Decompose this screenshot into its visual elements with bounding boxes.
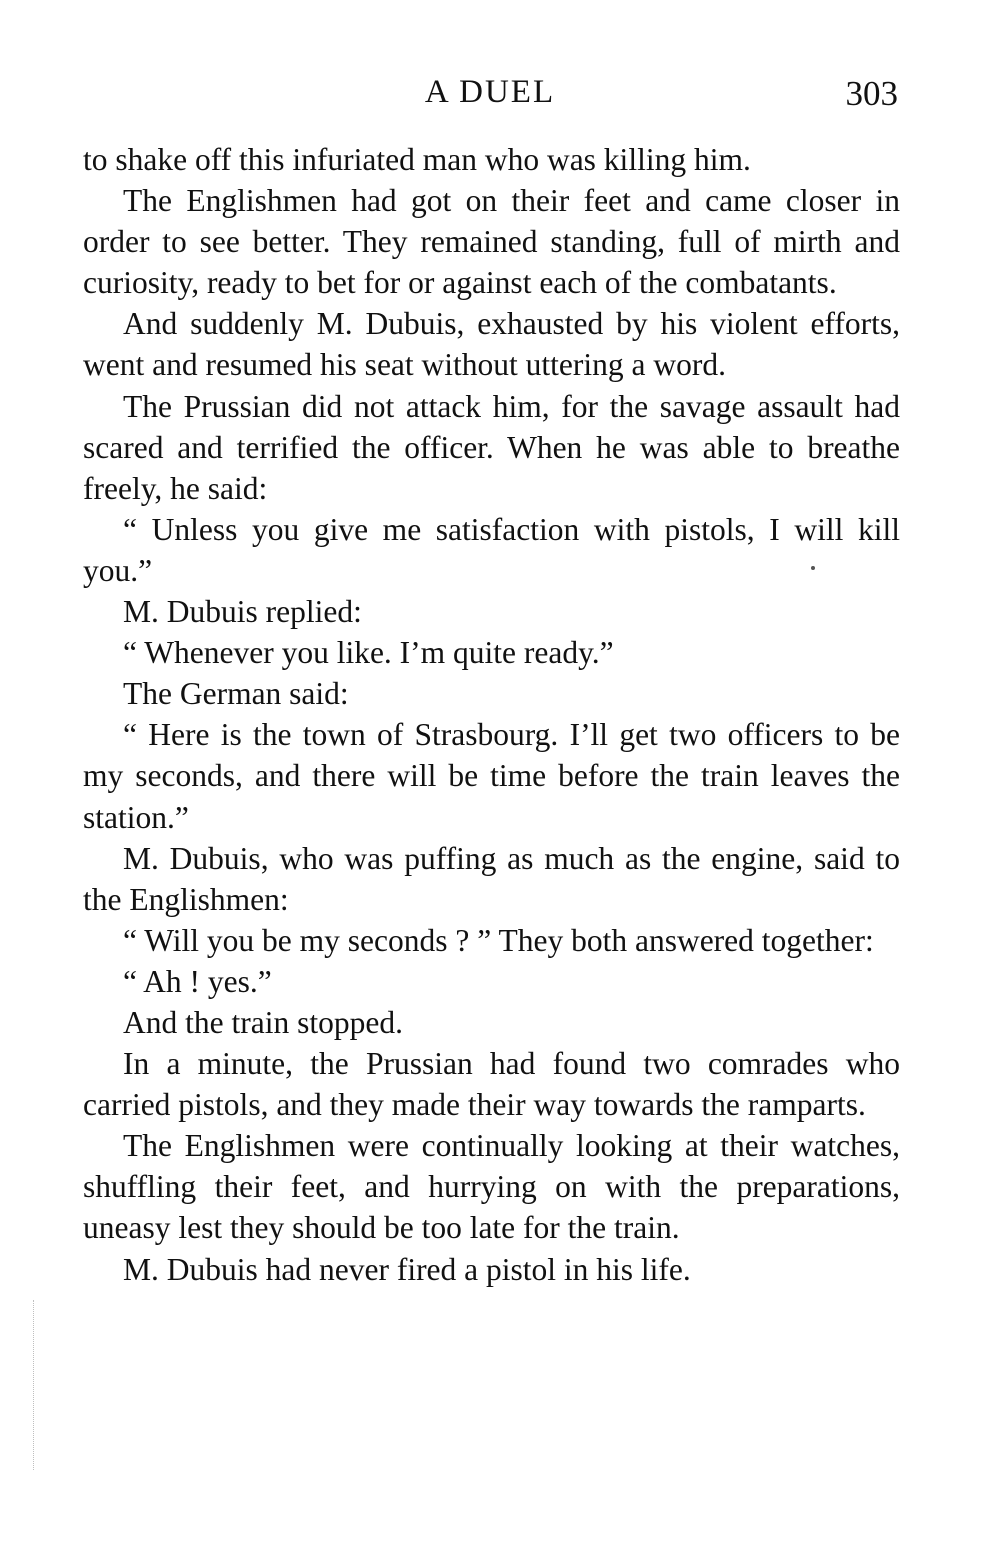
paragraph: “ Will you be my seconds ? ” They both answered together: bbox=[123, 922, 874, 958]
paragraph: to shake off this infuriated man who was killing him. bbox=[83, 142, 751, 177]
paragraph: And suddenly M. Dubuis, exhausted by his violent efforts, went and resumed his seat without uttering a word. bbox=[83, 306, 900, 383]
paragraph: “ Here is the town of Strasbourg. I’ll get two officers to be my seconds, and there will be time before the train leaves the station.” bbox=[83, 717, 900, 835]
body-text bbox=[83, 139, 900, 1290]
paragraph: The German said: bbox=[123, 676, 349, 712]
paragraph: The Prussian did not attack him, for the savage assault had scared and terrified the officer. When he was able to breathe freely, he said: bbox=[83, 388, 900, 506]
paragraph: “ Ah ! yes.” bbox=[123, 963, 272, 999]
ink-speck bbox=[811, 566, 815, 570]
paragraph: M. Dubuis had never fired a pistol in his life. bbox=[123, 1251, 691, 1287]
paragraph: “ Whenever you like. I’m quite ready.” bbox=[123, 635, 614, 671]
chapter-title: A DUEL bbox=[424, 74, 556, 110]
paragraph: M. Dubuis replied: bbox=[123, 594, 362, 630]
page-number: 303 bbox=[845, 74, 898, 113]
running-head bbox=[80, 70, 900, 120]
paragraph: The Englishmen were continually looking at their watches, shuffling their feet, and hurrying on with the preparations, uneasy lest they should be too late for the train. bbox=[83, 1128, 900, 1246]
paragraph: And the train stopped. bbox=[123, 1004, 403, 1040]
margin-scan-mark bbox=[33, 1300, 35, 1470]
paragraph: “ Unless you give me satisfaction with pistols, I will kill you.” bbox=[83, 511, 900, 588]
paragraph: In a minute, the Prussian had found two comrades who carried pistols, and they made their way towards the ramparts. bbox=[83, 1046, 900, 1123]
paragraph: M. Dubuis, who was puffing as much as the engine, said to the Englishmen: bbox=[83, 840, 900, 917]
paragraph: The Englishmen had got on their feet and came closer in order to see better. They remained standing, full of mirth and curiosity, ready to bet for or against each of the combatants. bbox=[83, 183, 900, 301]
